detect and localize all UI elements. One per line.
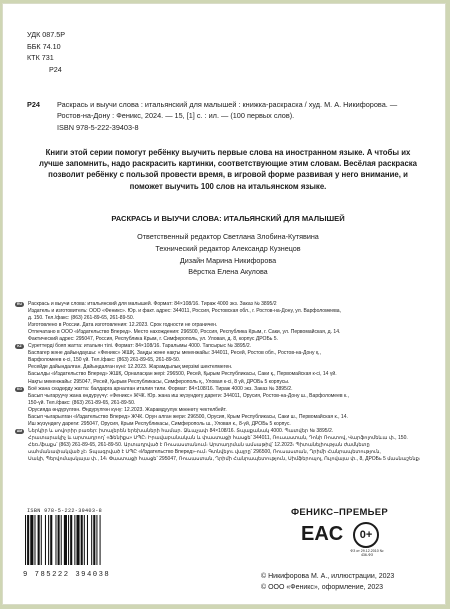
imprint-line: Баспагер және дайындаушы: «Феникс» ЖШҚ. Заңды және нақты мекенжайы: 344011, Ресей, Ростов обл., Ростов-на-Дону қ., [28,350,321,357]
imprint-line: Басылды «Издательство Вперед» ЖШҚ. Орналасқан жері: 296500, Ресей, Қырым Республикасы, Саки қ., Первомайская к-сі, 14 үй. [28,371,337,378]
imprint-line: Սակի, Պերվոմայսկայա փ., 14։ Փաստացի հասցե՝ 295047, Ռուսաստան, Ղրիմի Հանրապետություն, Սիմֆերոպոլ, Ուլովայա փ., 8, ДРОБь 5 մասնաշենք։ [28,456,421,463]
ru-language-badge: RU [15,302,24,307]
record-description: Раскрась и выучи слова : итальянский для малышей : книжка-раскраска / худ. М. А. Никифорова. — Ростов-на-Дону : Феникс, 2024. — 15, [1] с. : ил. — (100 первых слов). [57,100,398,120]
eac-certification-mark: EAC [301,523,344,545]
credit-technical-editor: Технический редактор Александр Кузнецов [155,243,301,253]
ktk-code: КТК 731 [27,53,54,62]
imprint-line: Ներկիր և սովորիր բառեր: իտալերեն երեխաների համար. Ձևաչափ 84×108/16. Տպաքանակ 4000. Պատվեր № 3895/2. [28,427,334,434]
imprint-line: Варфоломеев к-сі, 150 үй. Тел./факс: (863) 261-89-65, 261-89-50. [28,357,181,364]
imprint-line: Нақты мекенжайы: 295047, Ресей, Қырым Республикасы, Симферополь қ., Уловая к-сі, 8 үй, ДРОБь 5 корпусы. [28,378,290,385]
age-rating-law: ФЗ от 29.12.2010 № 436-ФЗ [350,549,384,558]
series-title: РАСКРАСЬ И ВЫУЧИ СЛОВА: ИТАЛЬЯНСКИЙ ДЛЯ МАЛЫШЕЙ [111,214,345,223]
credits [33,231,423,278]
bbk-code: ББК 74.10 [27,41,61,51]
kz-language-badge: KZ [15,344,24,349]
age-rating-icon: 0+ [353,522,379,548]
imprint-ru [15,301,440,343]
copyright-illustrations: © Никифорова М. А., иллюстрации, 2023 [261,573,395,580]
credit-design: Дизайн Марина Никифорова [179,255,277,265]
imprint-line: Հեռ./ֆաքս՝ (863) 261-89-65, 261-89-50. Արտադրված է Ռուսաստանում։ Արտադրման ամսաթիվ՝ 12.2023։ Պիտանելիության ժամկետը [28,441,370,448]
barcode-isbn-text: ISBN 978-5-222-39403-8 [27,508,103,514]
imprint-line: Басып чыгаруучу жана өндүрүүчү: «Феникс» ЖЧК. Юр. жана иш жүзүндөгү дареги: 344011, Орусия, Ростов-на-Дону ш., Варфоломеев к., [28,392,349,399]
imprint-line: Отпечатано в ООО «Издательство Вперед». Место нахождения: 296500, Россия, Республика Крым, г. Саки, ул. Первомайская, д. 14. [28,329,341,336]
imprint-am [15,428,440,463]
publisher-logo: ФЕНИКС–ПРЕМЬЕР [291,507,389,518]
imprint-line: Изготовлено в России. Дата изготовления: 12.2023. Срок годности не ограничен. [28,322,218,329]
imprint-kg [15,386,440,428]
imprint-line: Иш жүзүндөгү дареги: 295047, Орусия, Крым Республикасы, Симферополь ш., Уловая к., 8-үй, ДРОБь 5 корпус. [28,420,291,427]
udk-code: УДК 087.5Р [27,30,66,39]
imprint-line: д. 150. Тел./факс: (863) 261-89-65, 261-89-50. [28,315,135,322]
am-language-badge: AM [16,428,23,433]
imprint-line: Раскрась и выучи слова: итальянский для малышей. Формат: 84×108/16. Тираж 4000 экз. Заказ № 3895/2 [28,301,277,307]
copyright-block [261,572,394,594]
barcode-icon [23,515,127,565]
book-imprint-page [3,4,445,604]
imprint-line: սահմանափակված չէ։ Տպագրված է ՍՊԸ «Издательство Вперед»-ում։ Գտնվելու վայրը՝ 296500, Ռուսաստան, Ղրիմի Հանրապետություն, [28,448,381,455]
imprint-line: Орусияда өндүрүлгөн. Өндүрүлгөн күнү: 12.2023. Жарамдуулук мөөнөтү чектелбейт. [28,406,227,413]
author-mark: Р24 [49,64,62,74]
credit-layout: Вёрстка Елена Акулова [188,267,268,277]
imprint-kz [15,343,440,385]
multilingual-imprint [15,301,440,463]
imprint-line: Издатель и изготовитель: ООО «Феникс». Юр. и факт. адрес: 344011, Россия, Ростовская обл., г. Ростов-на-Дону, ул. Варфоломеева, [28,308,341,315]
annotation-text: Книги этой серии помогут ребёнку выучить первые слова на иностранном языке. А чтобы их лучше запомнить, надо раскрасить картинки, соответствующие этим словам. Весёлая раскраска позволит ребёнку с пользой провести время, в игровой форме развивая у него внимание, и поможет выучить 100 слов на итальянском языке. [38,148,418,191]
credit-responsible-editor: Ответственный редактор Светлана Злобина-Кутявина [137,232,319,241]
imprint-line: Фактический адрес: 295047, Россия, Республика Крым, г. Симферополь, ул. Уловая, д. 8, корпус ДРОБь 5. [28,336,278,343]
imprint-line: Боё жана сөздөрдү жатта: балдарга арналган италия тили. Формат: 84×108/16. Тираж 4000 экз. Заказ № 3895/2. [28,385,293,392]
isbn-line: ISBN 978-5-222-39403-8 [57,123,139,133]
record-code: Р24 [27,100,40,109]
imprint-line: 150-үй. Тел./факс: (863) 261-89-65, 261-89-50. [28,399,136,406]
barcode-digits: 9 785222 394038 [23,571,111,579]
imprint-line: Հրատարակիչ և արտադրող՝ «Ֆենիքս» ՍՊԸ։ Իրավաբանական և փաստացի հասցե՝ 344011, Ռուսաստան, Դոնի Ռոստով, Վարֆոլոմեևա փ., 150. [28,434,408,441]
age-rating [348,522,386,558]
isbn-barcode [23,508,133,583]
bibliographic-record [27,100,422,134]
kg-language-badge: KG [16,386,23,391]
classification-codes [27,29,65,75]
copyright-design: © ООО «Феникс», оформление, 2023 [261,583,384,591]
imprint-line: Басып чыгарылган «Издательство Вперед» ЖЧК. Орун алган жери: 296500, Орусия, Крым Республикасы, Саки ш., Первомайская к., 14. [28,413,348,420]
imprint-line: Ресейде дайындалған. Дайындалған күні: 12.2023. Жарамдылық мерзімі шектелмеген. [28,364,233,371]
imprint-line: Суреттерді бояп жатта: итальян тілі. Формат: 84×108/16. Таралымы 4000. Тапсырыс № 3895/2. [28,343,252,350]
